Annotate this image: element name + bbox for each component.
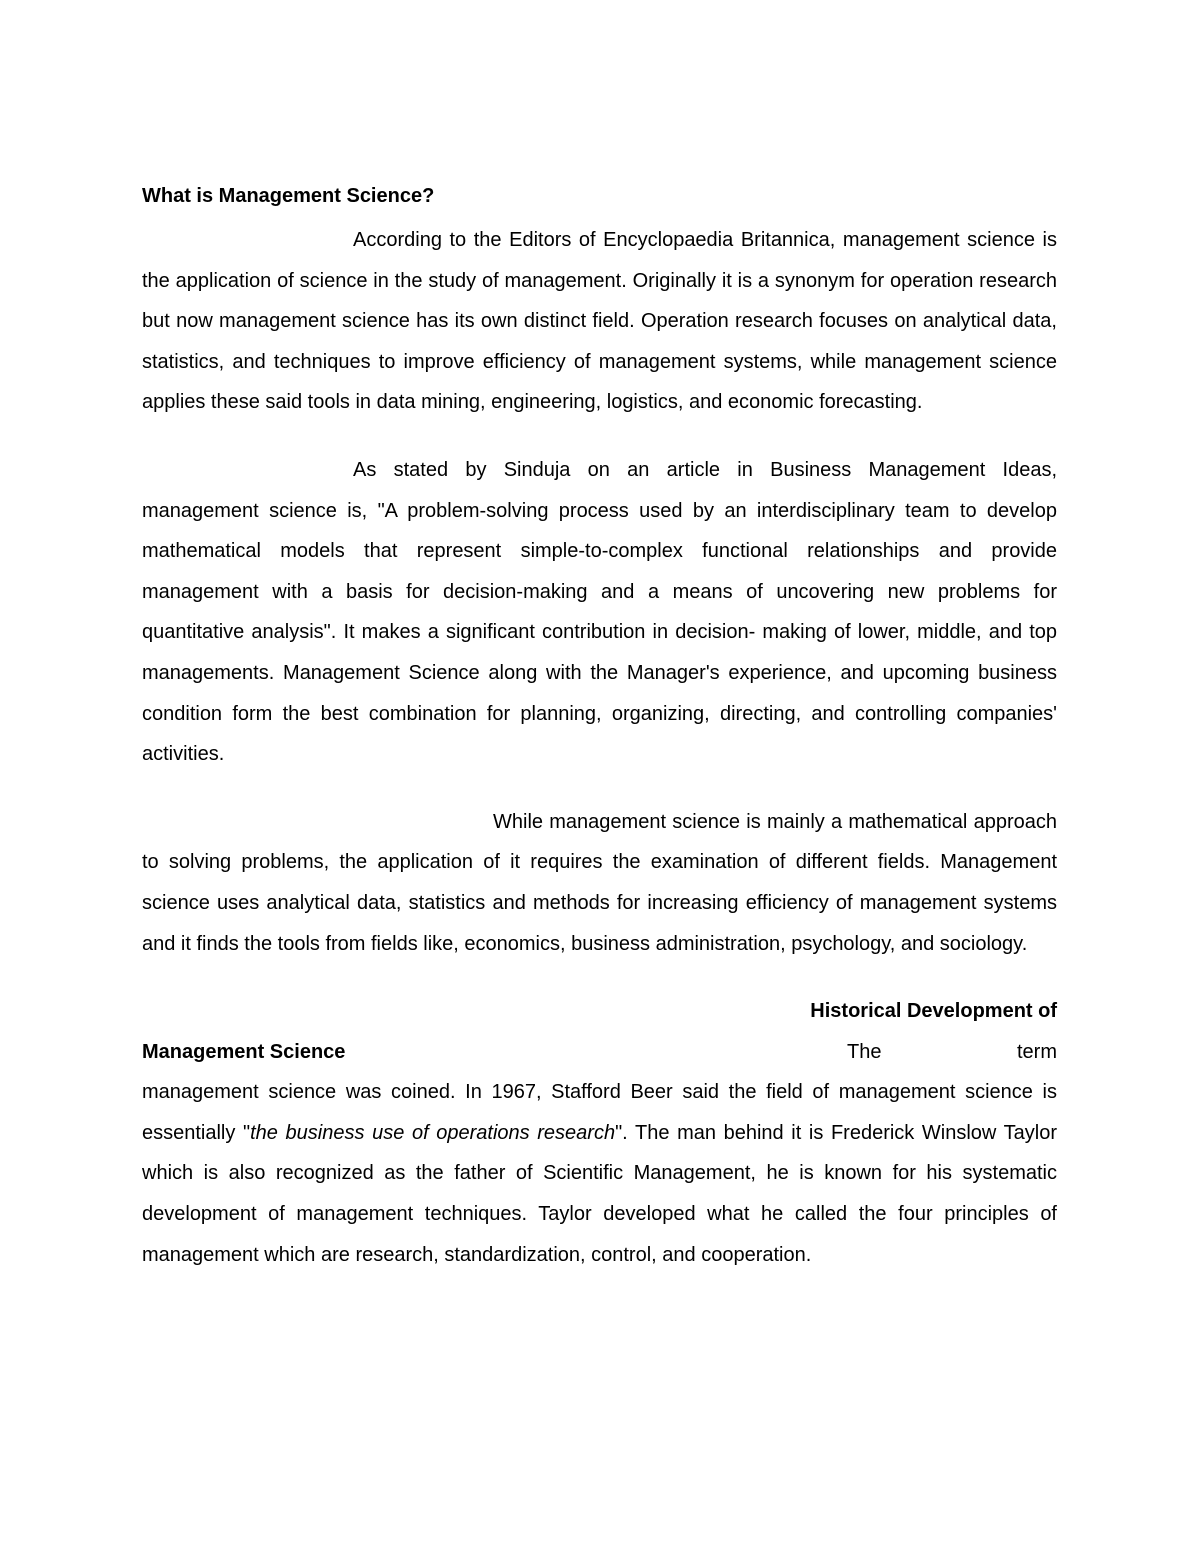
paragraph-gap [142, 775, 1057, 802]
paragraph-history [142, 1072, 1057, 1275]
historical-heading-line [142, 1032, 1057, 1073]
section-title: What is Management Science? [142, 185, 435, 207]
paragraph-gap [142, 423, 1057, 450]
history-text-start: management science was coined. In 1967, Stafford Beer said the field of management science is essentially " [142, 1081, 1057, 1144]
paragraph-gap [142, 964, 1057, 991]
document-page [142, 183, 1057, 1275]
historical-heading-continued: Management Science [142, 1040, 346, 1063]
paragraph-britannica: According to the Editors of Encyclopaedia Britannica, management science is the application of science in the study of management. Originally it is a synonym for operation research but now management science has its own distinct field. Operation research focuses on analytical data, statistics, and techniques to improve efficiency of management systems, while management science applies these said tools in data mining, engineering, logistics, and economic forecasting. [142, 229, 1057, 414]
historical-heading: Historical Development of [810, 1000, 1057, 1023]
paragraph-sinduja: As stated by Sinduja on an article in Business Management Ideas, management science is, "A problem-solving process used by an interdisciplinary team to develop mathematical models that represent simple-to-complex functional relationships and provide management with a basis for decision-making and a means of uncovering new problems for quantitative analysis". It makes a significant contribution in decision- making of lower, middle, and top managements. Management Science along with the Manager's experience, and upcoming business condition form the best combination for planning, organizing, directing, and controlling companies' activities. [142, 458, 1057, 766]
intro-words [847, 1032, 1057, 1073]
intro-word-the: The [847, 1040, 882, 1063]
history-quote: the business use of operations research [250, 1121, 616, 1144]
intro-word-term: term [1017, 1040, 1057, 1063]
history-text-end: ". The man behind it is Frederick Winslow Taylor which is also recognized as the father of Scientific Management, he is known for his systematic development of management techniques. Taylor developed what he called the four principles of management which are research, standardization, control, and cooperation. [142, 1121, 1057, 1266]
paragraph-fields: While management science is mainly a mathematical approach to solving problems, the application of it requires the examination of different fields. Management science uses analytical data, statistics and methods for increasing efficiency of management systems and it finds the tools from fields like, economics, business administration, psychology, and sociology. [142, 810, 1057, 955]
